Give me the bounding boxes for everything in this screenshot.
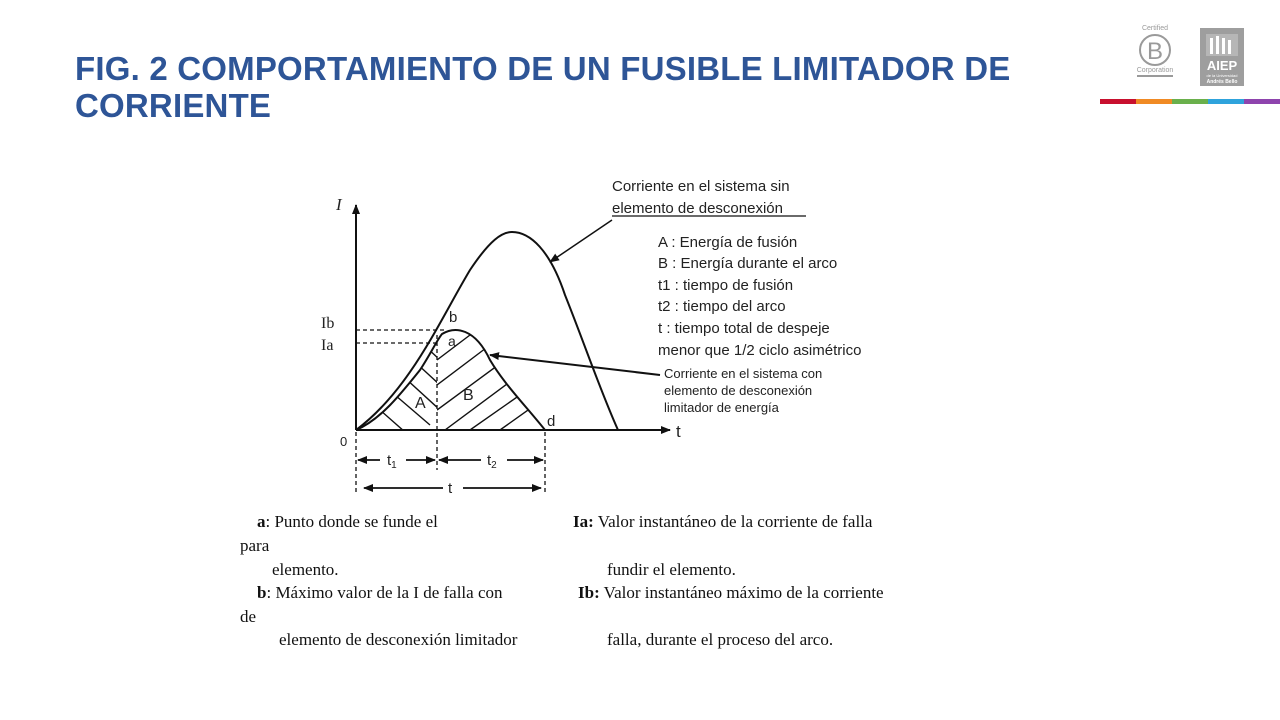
- region-b-hatch: [437, 335, 545, 430]
- bcorp-corporation-text: Corporation: [1136, 67, 1174, 74]
- aiep-name: AIEP: [1206, 58, 1238, 73]
- aiep-subtitle-1: de la Universidad: [1206, 73, 1238, 78]
- bcorp-certified-text: Certified: [1141, 25, 1169, 32]
- legend-line-2: B : Energía durante el arco: [658, 255, 838, 272]
- point-d-label: d: [547, 413, 556, 430]
- callout-limited-arrow: [490, 355, 660, 375]
- legend-line-5: t : tiempo total de despeje: [658, 320, 830, 337]
- callout-limited-line3: limitador de energía: [664, 400, 779, 415]
- caption-a-text: : Punto donde se funde el: [265, 512, 438, 531]
- caption-a: [257, 512, 438, 532]
- caption-ib: [578, 583, 884, 603]
- caption-b-key: b: [257, 583, 267, 602]
- aiep-subtitle-2: Andrés Bello: [1206, 79, 1238, 85]
- callout-no-protection-line2: elemento de desconexión: [612, 200, 783, 217]
- legend-line-3: t1 : tiempo de fusión: [658, 277, 794, 294]
- caption-ib-text: Valor instantáneo máximo de la corriente: [599, 583, 884, 602]
- point-a-label: a: [448, 333, 456, 349]
- caption-ia: [573, 512, 872, 532]
- callout-limited-line1: Corriente en el sistema con: [664, 366, 823, 381]
- legend-line-4: t2 : tiempo del arco: [658, 298, 786, 315]
- caption-ia-key: Ia:: [573, 512, 594, 531]
- caption-a-key: a: [257, 512, 266, 531]
- caption-ia-continued: fundir el elemento.: [607, 560, 736, 579]
- t-dimension-label: t: [448, 480, 453, 497]
- caption-b: [257, 583, 503, 603]
- origin-label: 0: [340, 434, 348, 449]
- y-axis-label: I: [336, 195, 342, 214]
- x-axis-label: t: [676, 422, 681, 441]
- t2-dimension-label: $t_2$: [487, 452, 497, 471]
- caption-a-para: para: [240, 536, 270, 555]
- caption-a-continued: elemento.: [272, 560, 339, 579]
- point-b-label: b: [449, 309, 458, 326]
- slide-title: FIG. 2 COMPORTAMIENTO DE UN FUSIBLE LIMITADOR DE CORRIENTE: [75, 50, 1011, 124]
- region-b-label: B: [463, 387, 474, 404]
- caption-b-de: de: [240, 607, 257, 626]
- callout-no-protection-arrow: [550, 220, 612, 262]
- caption-ib-key: Ib:: [578, 583, 600, 602]
- region-a-hatch: [380, 346, 440, 432]
- legend-line-1: A : Energía de fusión: [658, 234, 798, 251]
- callout-limited-line2: elemento de desconexión: [664, 383, 813, 398]
- region-a-label: A: [415, 395, 426, 412]
- legend-line-6: menor que 1/2 ciclo asimétrico: [658, 342, 862, 359]
- callout-no-protection-line1: Corriente en el sistema sin: [612, 178, 790, 195]
- ia-label: Ia: [321, 337, 334, 354]
- caption-b-continued: elemento de desconexión limitador: [279, 630, 518, 649]
- caption-ib-continued: falla, durante el proceso del arco.: [607, 630, 834, 649]
- caption-ia-text: Valor instantáneo de la corriente de falla: [593, 512, 873, 531]
- t-label-backdrop: [443, 478, 463, 498]
- t1-dimension-label: $t_1$: [387, 452, 397, 471]
- ib-label: Ib: [321, 315, 335, 332]
- bcorp-b-mark: B: [1139, 34, 1171, 66]
- caption-b-text: : Máximo valor de la I de falla con: [266, 583, 503, 602]
